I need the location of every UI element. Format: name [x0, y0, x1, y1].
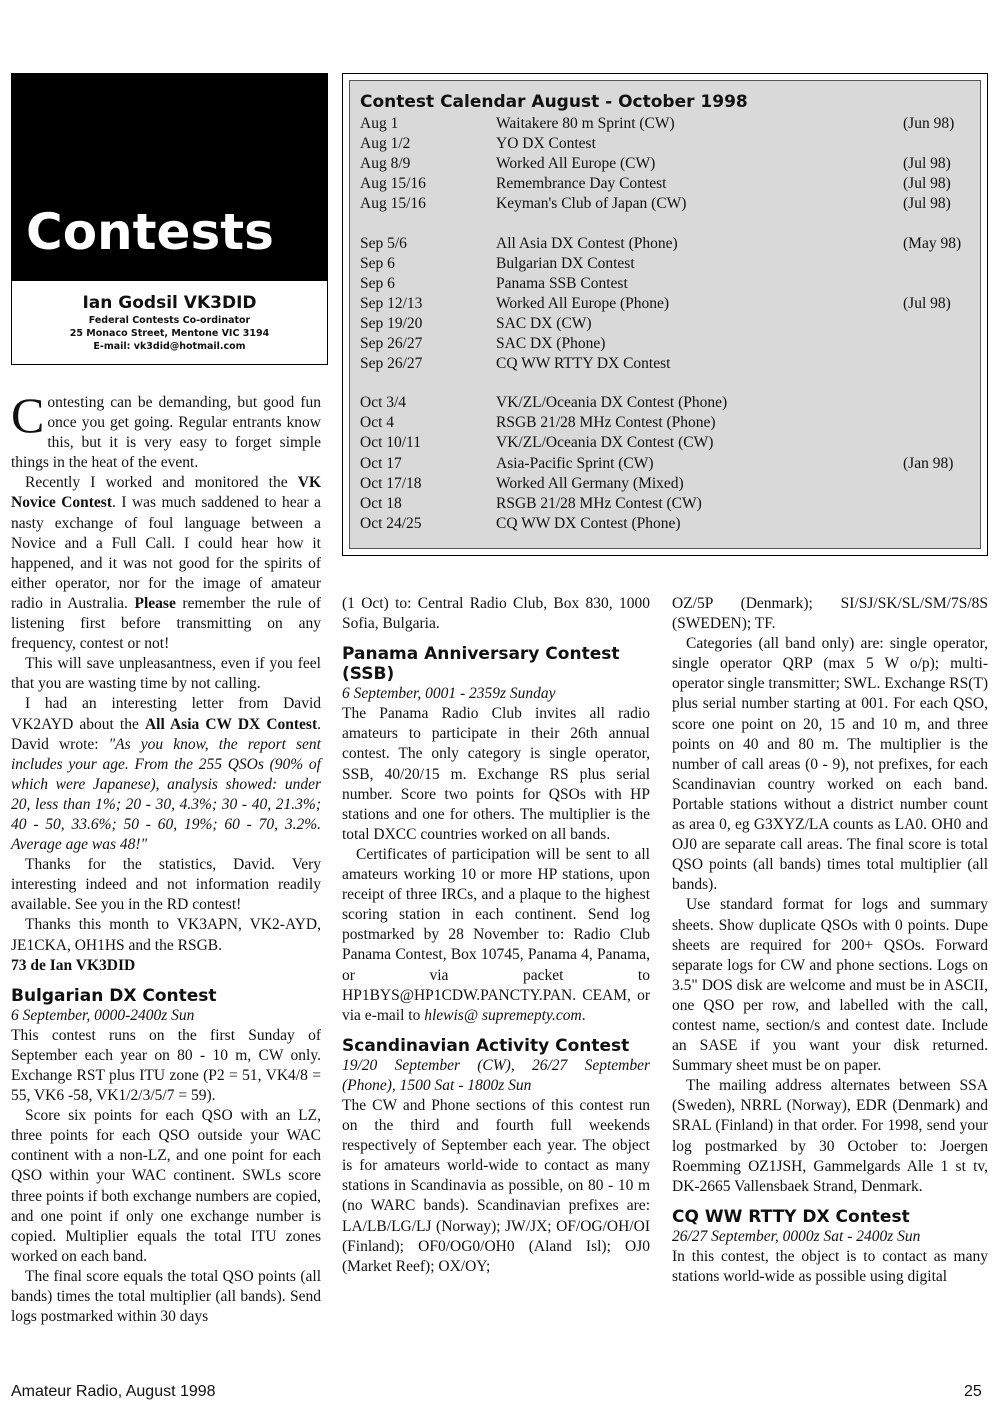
- calendar-event: All Asia DX Contest (Phone): [496, 234, 678, 252]
- calendar-date: Aug 1/2: [360, 135, 411, 153]
- calendar-date: Aug 15/16: [360, 195, 426, 213]
- calendar-event: Remembrance Day Contest: [496, 175, 667, 193]
- title-banner: [12, 74, 327, 281]
- bulgarian-dates: 6 September, 0000-2400z Sun: [11, 1006, 195, 1024]
- rtty-heading: CQ WW RTTY DX Contest: [672, 1206, 910, 1227]
- calendar-date: Oct 4: [360, 414, 395, 432]
- paragraph: This contest runs on the first Sunday of September each year on 80 - 10 m, CW only. Exchange RST plus ITU zone (P2 = 51, VK4/8 = 55, VK6 -58, VK1/2/3/5/7 = 59).: [11, 1026, 321, 1105]
- paragraph: OZ/5P (Denmark); SI/SJ/SK/SL/SM/7S/8S (SWEDEN); TF.: [672, 595, 988, 633]
- paragraph: The mailing address alternates between SSA (Sweden), NRRL (Norway), EDR (Denmark) and SRAL (Finland) in that order. For 1998, send your log postmarked by 30 October to: Joergen Roemming OZ1JSH, Gammelgards Alle 1 st tv, DK-2665 Vallensbaek Strand, Denmark.: [672, 1077, 988, 1195]
- intro-paragraph: [11, 387, 321, 473]
- calendar-date: Sep 12/13: [360, 294, 423, 312]
- calendar-reference: (Jul 98): [903, 195, 951, 213]
- calendar-date: Sep 26/27: [360, 335, 423, 352]
- calendar-event: Worked All Europe (Phone): [496, 294, 670, 312]
- calendar-reference: (Jan 98): [903, 454, 954, 472]
- paragraph: This will save unpleasantness, even if you feel that you are wasting time by not calling.: [11, 655, 321, 693]
- text-run: . David wrote:: [11, 715, 321, 753]
- rtty-dates: 26/27 September, 0000z Sat - 2400z Sun: [672, 1227, 921, 1245]
- calendar-date: Oct 3/4: [360, 394, 407, 412]
- calendar-date: Sep 6: [360, 254, 395, 272]
- calendar-row: [360, 474, 970, 494]
- calendar-event: Worked All Europe (CW): [496, 155, 656, 173]
- paragraph: Categories (all band only) are: single operator, single operator QRP (max 5 W o/p); multi-operator single transmitter; SWL. Exchange RS(T) plus serial number starting at 001. For each QSO, score one point on 20, 15 and 10 m, and three points on 40 and 80 m. The multiplier is the number of call areas (0 - 9), not prefixes, for each Scandinavian country worked on each band. Portable stations without a district number count as area 0, eg G3XYZ/LA counts as LA0. OH0 and OJ0 are separate call areas. The final score is total QSO points (all bands) times total multiplier (all bands).: [672, 635, 988, 894]
- text-run: . I was much saddened to hear a nasty exchange of foul language between a Novice and a Full Call. I could hear how it happened, and it was not good for the spirits of either operator, nor for the image of amateur radio in Australia.: [11, 494, 322, 612]
- text-run: remember the rule of listening first before transmitting on any frequency, contest or not!: [11, 594, 321, 653]
- calendar-row: [360, 354, 970, 374]
- calendar-date: Oct 24/25: [360, 514, 422, 532]
- calendar-row: [360, 294, 970, 314]
- text-run: Certificates of participation will be sent to all amateurs working 10 or more HP stations, upon receipt of three IRCs, and a plaque to the highest scoring station in each continent. Send log postmarked by 28 November to: Radio Club Panama Contest, Box 10745, Panama 4, Panama, or via packet to HP1BYS@HP1CDW.PANCTY.PAN. CEAM, or via e-mail to: [342, 845, 650, 1024]
- calendar-date: Sep 6: [360, 274, 395, 292]
- paragraph: (1 Oct) to: Central Radio Club, Box 830, 1000 Sofia, Bulgaria.: [342, 595, 650, 633]
- calendar-event: Asia-Pacific Sprint (CW): [496, 454, 654, 472]
- calendar-event: CQ WW RTTY DX Contest: [496, 355, 671, 373]
- author-address: 25 Monaco Street, Mentone VIC 3194: [69, 328, 270, 339]
- calendar-row: [360, 134, 970, 154]
- signoff: 73 de Ian VK3DID: [11, 956, 136, 974]
- author-name: Ian Godsil VK3DID: [82, 293, 257, 313]
- paragraph: In this contest, the object is to contact as many stations world-wide as possible using digital: [672, 1247, 988, 1285]
- bulgarian-heading: Bulgarian DX Contest: [11, 985, 217, 1006]
- calendar-row: [360, 174, 970, 194]
- calendar-event: Worked All Germany (Mixed): [496, 474, 684, 492]
- email-address: hlewis@ supremepty.com: [424, 1006, 582, 1024]
- column-2: [342, 594, 650, 1277]
- text-run: .: [581, 1006, 586, 1024]
- quote: "As you know, the report sent includes your age. From the 255 QSOs (90% of which were Japanese), analysis showed: under 20, less than 1%; 20 - 30, 4.3%; 30 - 40, 21.3%; 40 - 50, 33.6%; 50 - 60, 19%; 60 - 70, 3.2%. Average age was 48!": [11, 735, 321, 854]
- calendar-row: [360, 393, 970, 413]
- calendar-event: RSGB 21/28 MHz Contest (Phone): [496, 414, 716, 432]
- calendar-reference: (May 98): [903, 234, 962, 252]
- calendar-date: Aug 8/9: [360, 155, 411, 173]
- calendar-event: VK/ZL/Oceania DX Contest (Phone): [496, 394, 728, 412]
- calendar-event: VK/ZL/Oceania DX Contest (CW): [496, 434, 714, 452]
- calendar-row: [360, 254, 970, 274]
- calendar-row: [360, 514, 970, 534]
- intro-text: ontesting can be demanding, but good fun once you get going. Regular entrants know this, but it is very easy to forget simple things in the heat of the event.: [11, 394, 321, 472]
- section-title: Contests: [26, 203, 274, 261]
- panama-dates: 6 September, 0001 - 2359z Sunday: [342, 685, 556, 703]
- paragraph: The CW and Phone sections of this contest run on the third and fourth full weekends respectively of September each year. The object is for amateurs world-wide to contact as many stations in Scandinavia as possible, on 80 - 10 m (no WARC bands). Scandinavian prefixes are: LA/LB/LG/LJ (Norway); JW/JX; OF/OG/OH/OI (Finland); OF0/OG0/OH0 (Aland Isl); OJ0 (Market Reef); OX/OY;: [342, 1096, 650, 1275]
- calendar-date: Oct 18: [360, 494, 402, 512]
- section-title-box: [11, 73, 328, 365]
- paragraph: The final score equals the total QSO points (all bands) times the total multiplier (all bands). Send logs postmarked within 30 days: [11, 1267, 321, 1326]
- panama-heading: Panama Anniversary Contest (SSB): [342, 644, 620, 685]
- bold-run: Please: [134, 594, 176, 612]
- drop-cap: C: [11, 387, 45, 443]
- calendar-date: Oct 17/18: [360, 474, 422, 492]
- author-email: E-mail: vk3did@hotmail.com: [93, 341, 246, 352]
- calendar-date: Aug 15/16: [360, 175, 426, 193]
- calendar-date: Aug 1: [360, 115, 399, 132]
- paragraph: [342, 845, 650, 1026]
- calendar-row: [360, 314, 970, 334]
- calendar-row: [360, 194, 970, 214]
- calendar-row: [360, 433, 970, 453]
- calendar-row: [360, 454, 970, 474]
- calendar-event: SAC DX (Phone): [496, 335, 606, 352]
- text-run: I had an interesting letter from David VK2AYD about the: [11, 695, 321, 733]
- calendar-reference: (Jun 98): [903, 115, 955, 132]
- calendar-row: [360, 234, 970, 254]
- column-3: [672, 594, 988, 1287]
- calendar-event: CQ WW DX Contest (Phone): [496, 514, 681, 532]
- calendar-event: Waitakere 80 m Sprint (CW): [496, 115, 675, 132]
- footer-publication: Amateur Radio, August 1998: [11, 1383, 216, 1400]
- paragraph: [11, 473, 321, 654]
- paragraph: [11, 694, 321, 855]
- bold-run: VK Novice Contest: [11, 474, 321, 512]
- footer-page-number: 25: [964, 1383, 982, 1400]
- calendar-row: [360, 334, 970, 354]
- calendar-reference: (Jul 98): [903, 175, 951, 193]
- column-1: [11, 387, 322, 1327]
- author-role: Federal Contests Co-ordinator: [88, 315, 251, 326]
- calendar-reference: (Jul 98): [903, 294, 951, 312]
- paragraph: Use standard format for logs and summary sheets. Show duplicate QSOs with 0 points. Dupe sheets are required for 200+ QSOs. Forward separate logs for CW and phone sections. Logs on 3.5" DOS disk are welcome and must be in ASCII, one QSO per row, and labelled with the call, contest name, section/s and contest date. Include an SASE if you want your disk returned. Summary sheet must be on paper.: [672, 896, 988, 1075]
- calendar-event: Panama SSB Contest: [496, 274, 628, 292]
- scandinavian-heading: Scandinavian Activity Contest: [342, 1035, 630, 1056]
- calendar-title: Contest Calendar August - October 1998: [360, 92, 748, 112]
- calendar-event: RSGB 21/28 MHz Contest (CW): [496, 494, 702, 512]
- calendar-row: [360, 274, 970, 294]
- calendar-event: Keyman's Club of Japan (CW): [496, 195, 687, 213]
- calendar-date: Oct 17: [360, 454, 402, 472]
- bold-run: All Asia CW DX Contest: [144, 715, 318, 733]
- calendar-event: Bulgarian DX Contest: [496, 254, 635, 272]
- calendar-row: [360, 114, 970, 134]
- contest-calendar-panel: [349, 80, 981, 549]
- calendar-row: [360, 154, 970, 174]
- calendar-reference: (Jul 98): [903, 155, 951, 173]
- calendar-date: Sep 26/27: [360, 355, 423, 373]
- paragraph: Thanks this month to VK3APN, VK2-AYD, JE1CKA, OH1HS and the RSGB.: [11, 916, 321, 954]
- calendar-date: Sep 19/20: [360, 314, 423, 332]
- calendar-date: Sep 5/6: [360, 234, 407, 252]
- paragraph: Score six points for each QSO with an LZ, three points for each QSO outside your WAC continent with a non-LZ, and one point for each QSO within your WAC continent. SWLs score three points if both exchange numbers are copied, and one point if only one exchange number is copied. Multiplier equals the total ITU zones worked on each band.: [11, 1107, 321, 1265]
- contest-calendar: [342, 73, 988, 556]
- calendar-row: [360, 494, 970, 514]
- paragraph: Thanks for the statistics, David. Very interesting indeed and not information readily available. See you in the RD contest!: [11, 856, 321, 914]
- paragraph: The Panama Radio Club invites all radio amateurs to participate in their 26th annual contest. The only category is single operator, SSB, 40/20/15 m. Exchange RS plus serial number. Score two points for QSOs with HP stations and one for others. The multiplier is the total DXCC countries worked on all bands.: [342, 705, 650, 843]
- calendar-row: [360, 413, 970, 433]
- text-run: Recently I worked and monitored the: [25, 474, 298, 492]
- calendar-event: SAC DX (CW): [496, 314, 592, 332]
- calendar-event: YO DX Contest: [496, 135, 596, 153]
- author-block: [12, 292, 327, 353]
- calendar-date: Oct 10/11: [360, 434, 421, 452]
- scandinavian-dates: 19/20 September (CW), 26/27 September (Phone), 1500 Sat - 1800z Sun: [342, 1056, 650, 1094]
